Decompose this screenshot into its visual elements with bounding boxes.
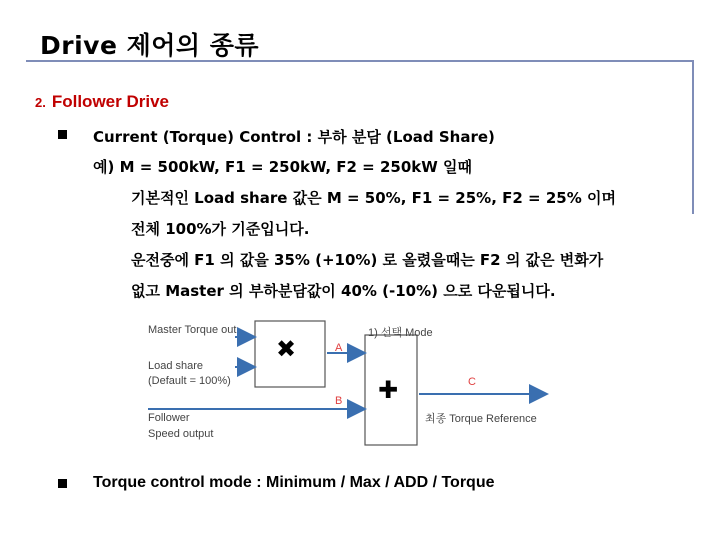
label-mode: 1) 선택 Mode: [368, 327, 433, 339]
plus-icon: ✚: [378, 376, 399, 404]
label-c: C: [468, 376, 476, 388]
text-line-2: 예) M = 500kW, F1 = 250kW, F2 = 250kW 일때: [93, 158, 472, 176]
text-line-5: 운전중에 F1 의 값을 35% (+10%) 로 올렸을때는 F2 의 값은 변화가: [131, 251, 604, 269]
label-default: (Default = 100%): [148, 375, 231, 387]
frame-top-border: [26, 60, 694, 62]
section-heading: [35, 92, 169, 112]
label-b: B: [335, 395, 343, 407]
control-diagram: [140, 315, 560, 450]
label-a: A: [335, 342, 343, 354]
bullet-icon: [58, 130, 67, 139]
section-label: Follower Drive: [51, 92, 169, 111]
text-line-7: Torque control mode : Minimum / Max / ADD / Torque: [93, 474, 495, 491]
text-line-4: 전체 100%가 기준입니다.: [131, 220, 310, 238]
text-line-6: 없고 Master 의 부하분담값이 40% (-10%) 으로 다운됩니다.: [131, 282, 556, 300]
label-final-reference: 최종 Torque Reference: [425, 413, 537, 425]
label-speed-output: Speed output: [148, 428, 214, 440]
text-line-1: Current (Torque) Control : 부하 분담 (Load Share): [93, 128, 495, 146]
frame-right-border: [692, 60, 694, 214]
label-load-share: Load share: [148, 360, 204, 372]
label-master-torque: Master Torque out: [148, 324, 237, 336]
bullet-icon: [58, 479, 67, 488]
page-title: Drive 제어의 종류: [40, 31, 260, 60]
text-line-3: 기본적인 Load share 값은 M = 50%, F1 = 25%, F2 = 25% 이며: [131, 189, 616, 207]
section-number: 2.: [35, 95, 46, 110]
label-follower: Follower: [148, 412, 190, 424]
multiply-icon: ✖: [276, 335, 297, 363]
